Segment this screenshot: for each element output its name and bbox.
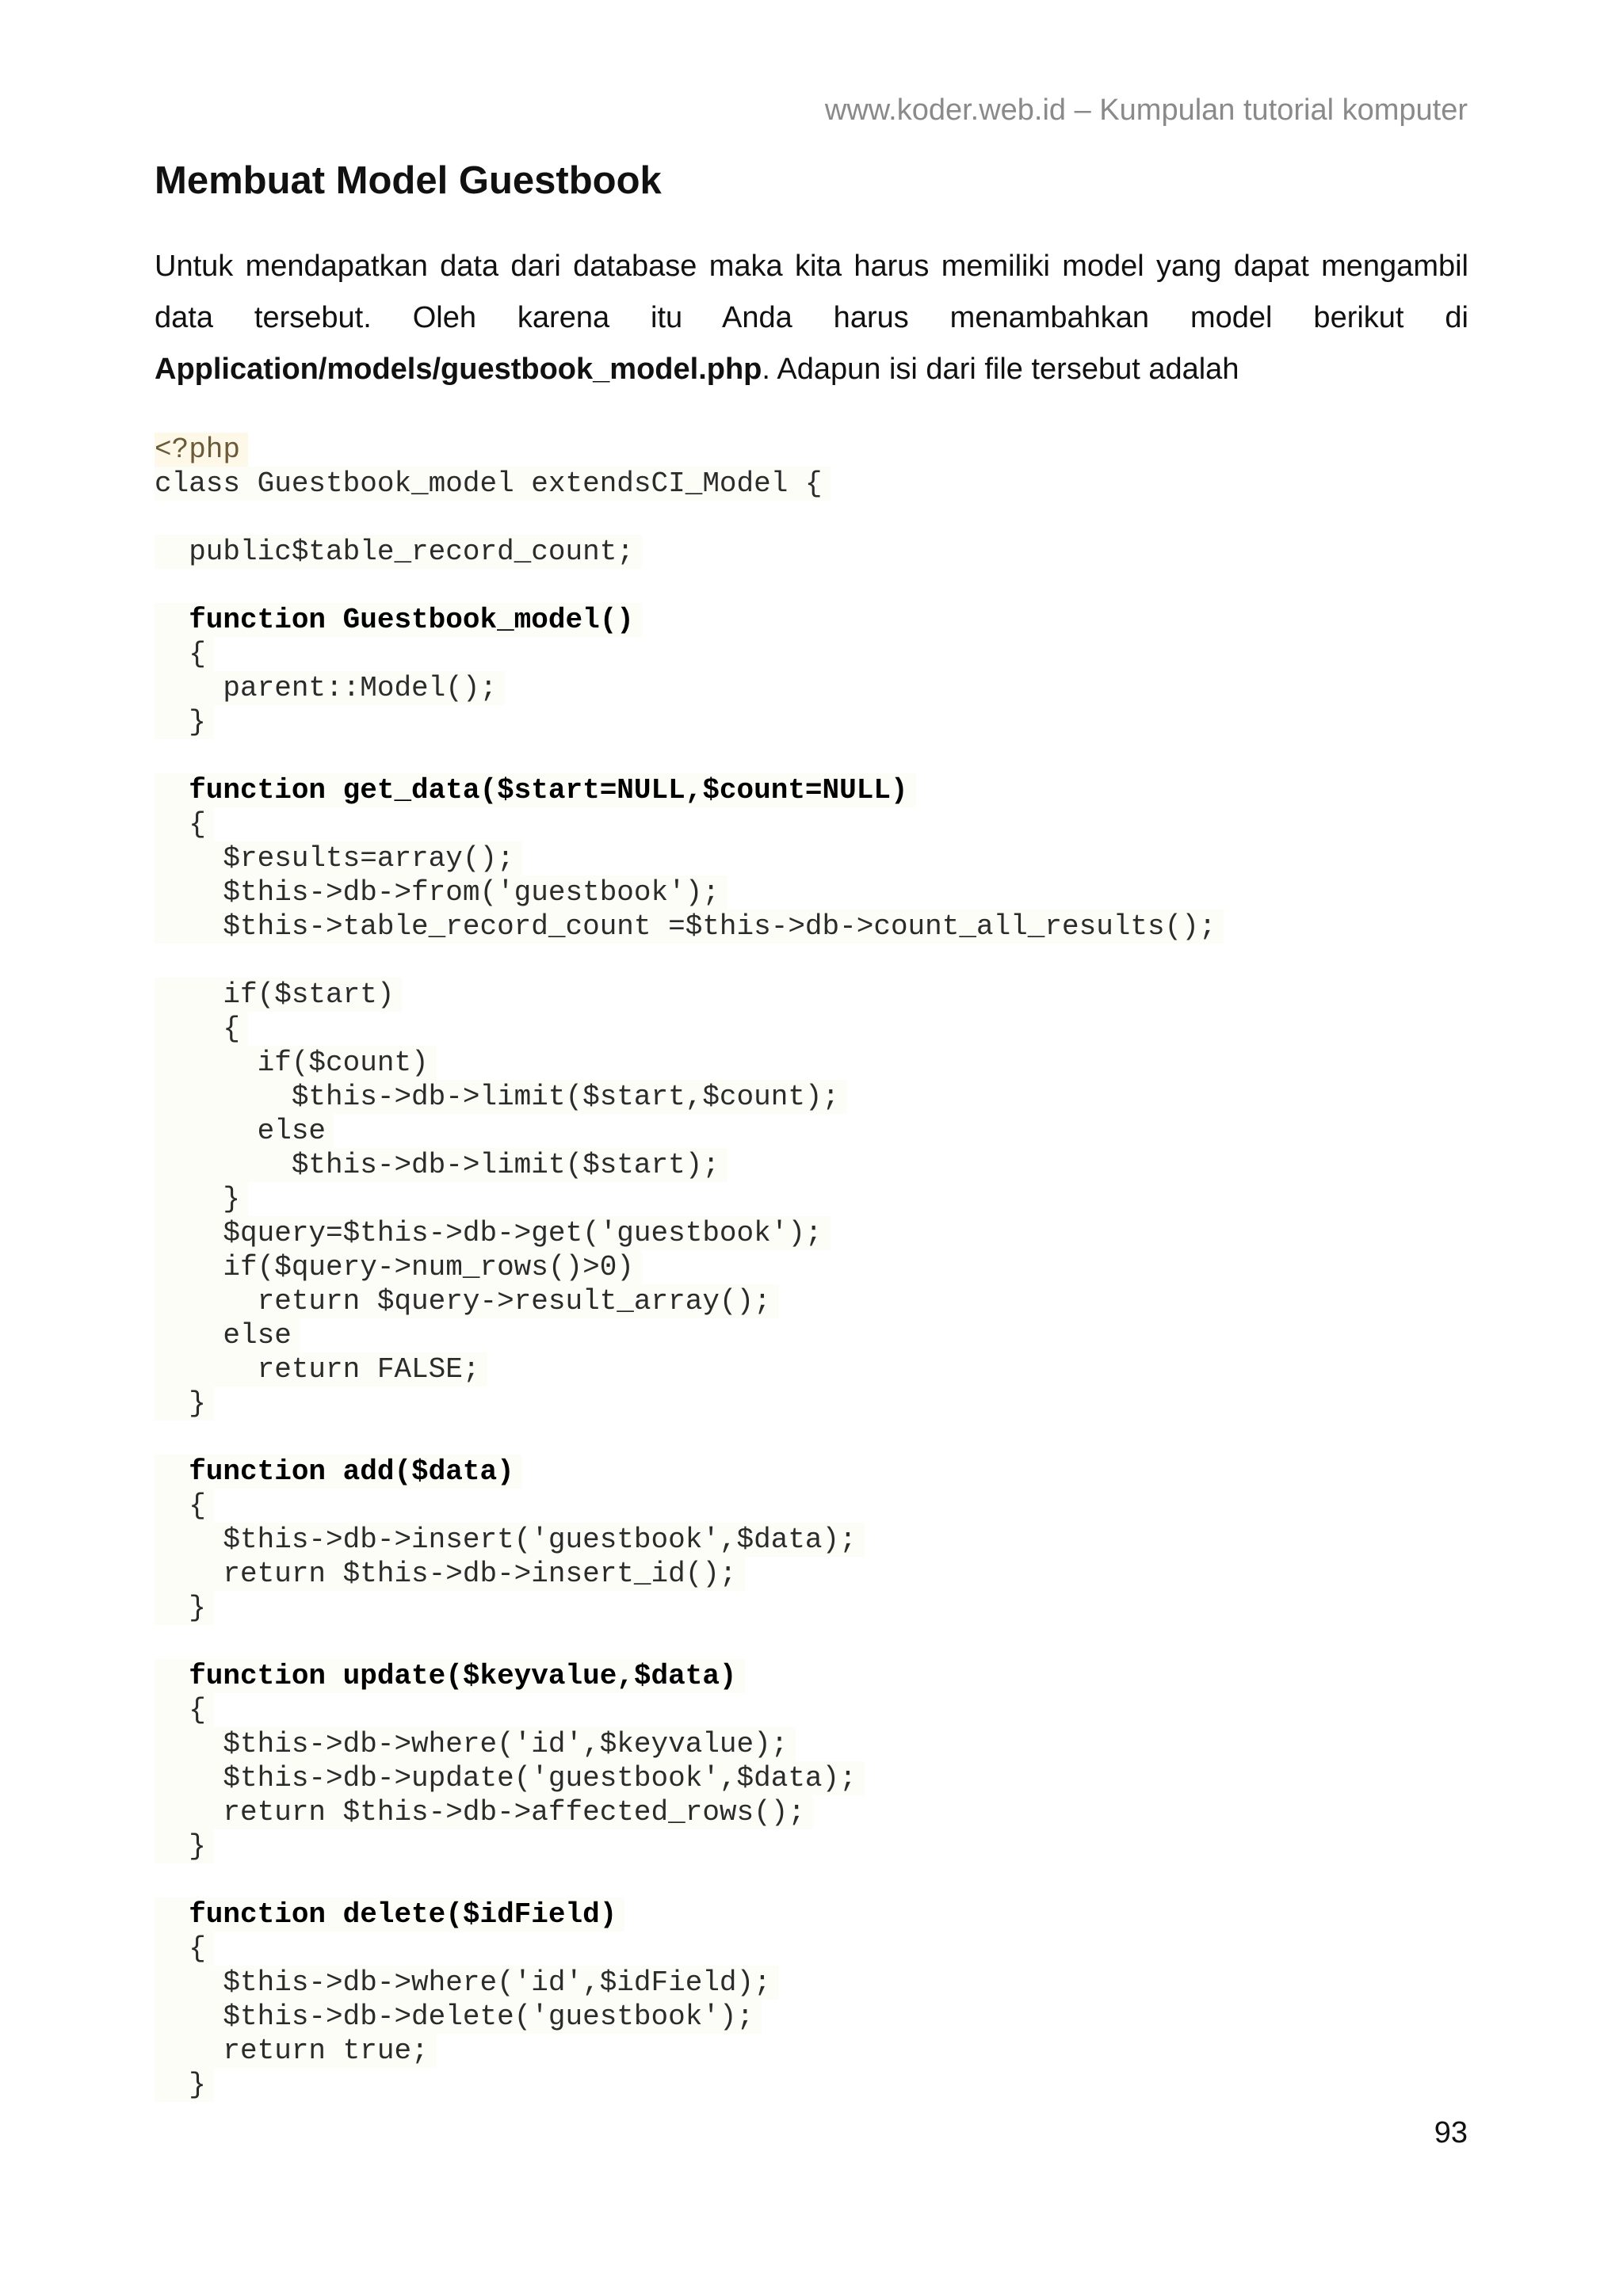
code-line-text: if($count) [155,1046,437,1080]
code-line [155,1761,1224,1795]
code-listing [155,433,1224,2102]
code-line [155,1693,1224,1727]
intro-text-before: Untuk mendapatkan data dari database maka kita harus memiliki model yang dapat mengambil data tersebut. Oleh karena itu Anda harus menambahkan model berikut di [155,250,1468,334]
code-line [155,1182,1224,1216]
code-line-text: return $query->result_array(); [155,1284,779,1318]
code-line [155,1012,1224,1046]
code-line-text [155,501,162,535]
code-line [155,875,1224,910]
code-line-text: $this->db->insert('guestbook',$data); [155,1523,865,1557]
code-line [155,2034,1224,2068]
code-line [155,1080,1224,1114]
code-line [155,1046,1224,1080]
code-line [155,1352,1224,1386]
code-line-text: $query=$this->db->get('guestbook'); [155,1216,831,1250]
code-line [155,2000,1224,2034]
code-line-text: <?php [155,433,248,467]
page-number: 93 [1434,2116,1468,2149]
code-line-text: } [155,1386,214,1421]
code-line [155,1591,1224,1625]
code-line [155,739,1224,773]
code-line-text: parent::Model(); [155,671,505,705]
code-line-text: return FALSE; [155,1352,487,1386]
code-line-text: $this->db->from('guestbook'); [155,875,727,910]
code-line-text: else [155,1318,300,1352]
file-path: Application/models/guestbook_model.php [155,353,762,386]
code-line-text [155,569,162,603]
code-line-text [155,944,162,978]
code-line-text: $this->db->where('id',$idField); [155,1966,779,2000]
code-line [155,1795,1224,1829]
code-line-text: { [155,1693,214,1727]
code-line [155,841,1224,875]
page-heading: Membuat Model Guestbook [155,159,662,202]
code-line [155,910,1224,944]
code-line-text: public$table_record_count; [155,535,642,569]
code-line-text: function get_data($start=NULL,$count=NULL) [155,773,916,807]
code-line-text: $this->db->limit($start,$count); [155,1080,847,1114]
code-line [155,978,1224,1012]
code-line [155,1829,1224,1863]
code-line [155,773,1224,807]
code-line [155,1932,1224,1966]
code-line [155,1148,1224,1182]
code-line [155,1897,1224,1932]
code-line-text: return $this->db->affected_rows(); [155,1795,813,1829]
code-line [155,1318,1224,1352]
code-line-text: function update($keyvalue,$data) [155,1659,745,1693]
code-line [155,603,1224,637]
code-line-text: function Guestbook_model() [155,603,642,637]
code-line-text: function add($data) [155,1455,522,1489]
code-line [155,637,1224,671]
code-line [155,433,1224,467]
code-line-text: else [155,1114,334,1148]
site-header: www.koder.web.id – Kumpulan tutorial komputer [824,93,1468,127]
intro-text-after: . Adapun isi dari file tersebut adalah [762,353,1239,386]
code-line [155,1966,1224,2000]
code-line-text: } [155,1829,214,1863]
code-line [155,1863,1224,1897]
code-line-text: return true; [155,2034,437,2068]
code-line-text: $this->db->delete('guestbook'); [155,2000,762,2034]
code-line-text [155,1421,162,1455]
code-line [155,1557,1224,1591]
code-line [155,501,1224,535]
code-line [155,535,1224,569]
code-line [155,1421,1224,1455]
code-line-text [155,1625,162,1659]
code-line-text: { [155,637,214,671]
code-line-text: return $this->db->insert_id(); [155,1557,745,1591]
code-line-text: } [155,705,214,739]
code-line [155,1727,1224,1761]
code-line-text [155,1863,162,1897]
code-line [155,1386,1224,1421]
code-line-text: class Guestbook_model extendsCI_Model { [155,467,831,501]
code-line [155,944,1224,978]
code-line [155,1455,1224,1489]
code-line [155,1216,1224,1250]
code-line-text: $this->db->limit($start); [155,1148,727,1182]
code-line-text: if($start) [155,978,402,1012]
code-line [155,671,1224,705]
code-line-text: $results=array(); [155,841,522,875]
code-line-text: { [155,1932,214,1966]
code-line [155,1489,1224,1523]
code-line [155,1625,1224,1659]
code-line-text: } [155,1182,248,1216]
code-line [155,1284,1224,1318]
code-line [155,569,1224,603]
code-line [155,1659,1224,1693]
code-line [155,1250,1224,1284]
code-line [155,2068,1224,2102]
code-line [155,807,1224,841]
code-line-text [155,739,162,773]
intro-paragraph [155,241,1468,395]
code-line-text: function delete($idField) [155,1897,624,1932]
code-line [155,705,1224,739]
code-line-text: if($query->num_rows()>0) [155,1250,642,1284]
code-line-text: { [155,1489,214,1523]
code-line-text: } [155,2068,214,2102]
code-line-text: $this->table_record_count =$this->db->count_all_results(); [155,910,1224,944]
code-line [155,1523,1224,1557]
code-line-text: $this->db->where('id',$keyvalue); [155,1727,796,1761]
code-line-text: { [155,807,214,841]
code-line [155,467,1224,501]
code-line-text: { [155,1012,248,1046]
code-line-text: } [155,1591,214,1625]
code-line [155,1114,1224,1148]
code-line-text: $this->db->update('guestbook',$data); [155,1761,865,1795]
